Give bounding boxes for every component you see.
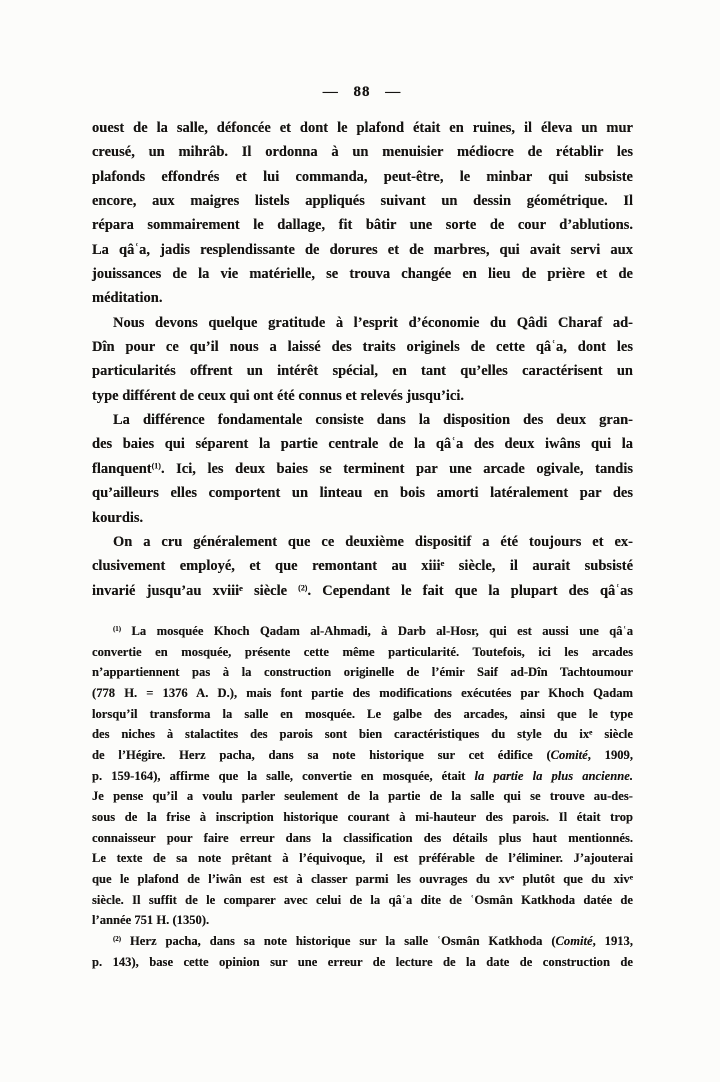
italic-citation: Comité <box>550 747 588 762</box>
page-number: — 88 — <box>322 84 402 100</box>
text-line: La qâʿa, jadis resplendissante de dorures et de marbres, qui avait servi aux <box>92 241 633 258</box>
text-segment: flanquent <box>92 460 152 477</box>
footnote-line: l’année 751 H. (1350). <box>92 913 210 928</box>
text-line: qu’ailleurs elles comportent un linteau en bois amorti latéralement par des <box>92 485 633 502</box>
footnote-line: Je pense qu’il a voulu parler seulement de la partie de la salle qui se trouve au-des- <box>92 789 633 804</box>
text-segment: . Cependant le fait que la plupart des qâʿas <box>307 582 633 599</box>
text-segment: , 1913, <box>592 933 633 948</box>
text-segment: de l’Hégire. Herz pacha, dans sa note historique sur cet édifice ( <box>92 747 551 762</box>
text-segment: La mosquée Khoch Qadam al-Ahmadi, à Darb al-Hosr, qui est aussi une qâʿa <box>121 624 633 638</box>
footnote-line: des niches à stalactites des parois sont bien caractéristiques du style du ixᵉ siècle <box>92 727 633 742</box>
footnotes-block <box>92 621 633 972</box>
footnote-line <box>92 931 633 952</box>
footnote-line: n’appartiennent pas à la construction originelle de l’émir Saif ad-Dîn Tachtoumour <box>92 665 633 680</box>
footnote-2 <box>92 931 633 972</box>
text-segment: . Ici, les deux baies se terminent par une arcade ogivale, tandis <box>160 460 633 477</box>
text-line: méditation. <box>92 290 163 307</box>
text-line: On a cru généralement que ce deuxième dispositif a été toujours et ex- <box>113 533 633 550</box>
text-segment: invarié jusqu’au xviiiᵉ siècle <box>92 582 299 599</box>
footnote-line <box>92 621 633 642</box>
footnote-line: sous de la frise à inscription historique courant à mi-hauteur des parois. Il était trop <box>92 809 633 824</box>
paragraph-1 <box>92 116 633 311</box>
text-line: répara sommairement le dallage, fit bâtir une sorte de cour d’ablutions. <box>92 217 633 234</box>
paragraph-3 <box>92 408 633 530</box>
footnote-line: que le plafond de l’iwân est est à classer parmi les ouvrages du xvᵉ plutôt que du xivᵉ <box>92 871 633 886</box>
footnote-line: (778 H. = 1376 A. D.), mais font partie des modifications exécutées par Khoch Qadam <box>92 685 633 700</box>
text-line: des baies qui séparent la partie centrale de la qâʿa des deux iwâns qui la <box>92 436 633 453</box>
text-segment: Herz pacha, dans sa note historique sur la salle ʿOsmân Katkhoda ( <box>121 933 556 948</box>
text-line: creusé, un mihrâb. Il ordonna à un menuisier médiocre de rétablir les <box>92 144 633 161</box>
text-line: type différent de ceux qui ont été connus et relevés jusqu’ici. <box>92 387 465 404</box>
text-segment: p. 159-164), affirme que la salle, convertie en mosquée, était <box>92 768 475 783</box>
text-line: kourdis. <box>92 509 144 526</box>
footnote-line: p. 143), base cette opinion sur une erreur de lecture de la date de construction de <box>92 954 633 969</box>
footnote-marker-2: (2) <box>113 936 122 944</box>
text-line: Dîn pour ce qu’il nous a laissé des traits originels de cette qâʿa, dont les <box>92 339 633 356</box>
text-line: La différence fondamentale consiste dans la disposition des deux gran- <box>113 412 633 429</box>
footnote-ref-2: (2) <box>298 583 308 593</box>
footnote-marker-1: (1) <box>113 626 122 634</box>
text-line: encore, aux maigres listels appliqués suivant un dessin géométrique. Il <box>92 193 633 210</box>
footnote-line: connaisseur pour faire erreur dans la classification des détails plus haut mentionnés. <box>92 830 633 845</box>
footnote-line: Le texte de sa note prêtant à l’équivoque, il est préférable de l’éliminer. J’ajouterai <box>92 851 633 866</box>
footnote-line: convertie en mosquée, présente cette même particularité. Toutefois, ici les arcades <box>92 644 633 659</box>
text-segment: , 1909, <box>587 747 633 762</box>
footnote-1 <box>92 621 633 931</box>
footnote-ref-1: (1) <box>151 461 161 471</box>
paragraph-4 <box>92 530 633 603</box>
text-line: plafonds effondrés et lui commanda, peut-être, le minbar qui subsiste <box>92 168 633 185</box>
italic-phrase: la partie la plus ancienne. <box>474 768 633 783</box>
text-line: particularités offrent un intérêt spécial, en tant qu’elles caractérisent un <box>92 363 633 380</box>
main-text-block <box>92 116 633 603</box>
footnote-line: siècle. Il suffit de le comparer avec celui de la qâʿa dite de ʿOsmân Katkhoda datée de <box>92 892 633 907</box>
italic-citation: Comité <box>555 933 593 948</box>
footnote-line <box>92 766 633 787</box>
text-line: Nous devons quelque gratitude à l’esprit d’économie du Qâdi Charaf ad- <box>113 314 633 331</box>
text-line: jouissances de la vie matérielle, se trouva changée en lieu de prière et de <box>92 266 633 283</box>
text-line: clusivement employé, et que remontant au xiiiᵉ siècle, il aurait subsisté <box>92 558 633 575</box>
footnote-line <box>92 745 633 766</box>
text-line: ouest de la salle, défoncée et dont le plafond était en ruines, il éleva un mur <box>92 120 633 136</box>
text-line <box>92 457 633 481</box>
footnote-line: lorsqu’il transforma la salle en mosquée. Le galbe des arcades, ainsi que le type <box>92 706 633 721</box>
paragraph-2 <box>92 311 633 408</box>
text-line <box>92 579 633 603</box>
